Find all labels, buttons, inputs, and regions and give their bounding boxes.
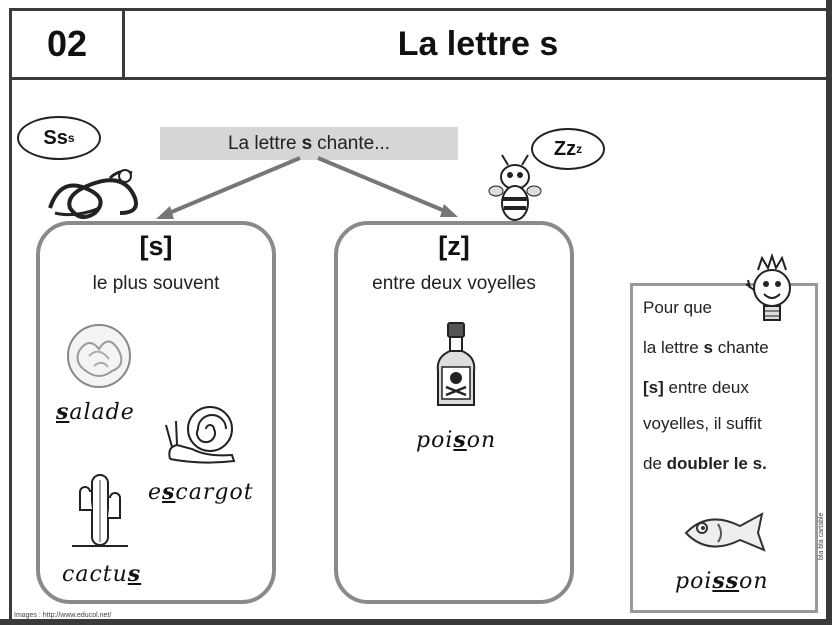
fish-icon bbox=[678, 508, 768, 558]
tip-line-5-key: doubler le s. bbox=[666, 454, 767, 473]
subtitle-suffix: chante... bbox=[317, 132, 391, 154]
tip-line-2-pre: la lettre bbox=[643, 338, 699, 357]
word-poison-key: s bbox=[453, 427, 467, 453]
sound-z-label: [z] bbox=[438, 231, 470, 261]
word-salade bbox=[56, 399, 135, 425]
word-escargot-key: s bbox=[162, 479, 176, 505]
word-poisson bbox=[675, 568, 769, 594]
tip-line-5-pre: de bbox=[643, 454, 662, 473]
word-poison-pre: poi bbox=[416, 428, 454, 453]
word-salade-rest: alade bbox=[69, 400, 135, 425]
word-escargot bbox=[148, 479, 254, 505]
tip-line-4: voyelles, il suffit bbox=[643, 414, 762, 433]
salad-icon bbox=[64, 321, 134, 391]
poison-bottle-icon bbox=[434, 321, 478, 411]
word-poisson-key: ss bbox=[712, 568, 740, 594]
word-poison bbox=[416, 427, 496, 453]
snail-icon bbox=[162, 397, 240, 467]
word-cactus bbox=[62, 561, 141, 587]
tip-line-3 bbox=[643, 378, 749, 398]
cactus-icon bbox=[70, 470, 130, 550]
images-credit: Images : http://www.educol.net/ bbox=[14, 612, 112, 619]
sound-z-rule: entre deux voyelles bbox=[372, 273, 536, 294]
bee-illustration bbox=[490, 155, 545, 223]
subtitle-prefix: La lettre bbox=[227, 132, 297, 154]
bee-bubble-small: z bbox=[576, 142, 583, 156]
side-credit: bla bla cartable bbox=[818, 512, 825, 560]
tip-box bbox=[630, 283, 818, 613]
word-poison-rest: on bbox=[466, 428, 497, 453]
tip-line-3-post: entre deux bbox=[668, 378, 749, 397]
sound-s-rule: le plus souvent bbox=[92, 273, 220, 294]
tip-line-5 bbox=[643, 454, 767, 474]
word-salade-key: s bbox=[56, 399, 70, 425]
box-sound-s bbox=[36, 221, 276, 604]
tip-line-2-key: s bbox=[703, 338, 713, 357]
snake-bubble-text: Ss bbox=[43, 126, 68, 149]
page-title: La lettre s bbox=[397, 24, 559, 63]
tip-line-3-key: [s] bbox=[643, 378, 664, 397]
bee-bubble-text: Zz bbox=[553, 137, 577, 160]
box-sound-z bbox=[334, 221, 574, 604]
snake-bubble-small: s bbox=[67, 131, 75, 145]
tip-line-2-post: chante bbox=[717, 338, 769, 357]
word-poisson-rest: on bbox=[739, 569, 769, 594]
sound-s-label: [s] bbox=[139, 231, 173, 261]
tip-line-1: Pour que bbox=[643, 298, 712, 317]
word-escargot-rest: cargot bbox=[175, 480, 254, 505]
word-cactus-pre: cactu bbox=[62, 562, 128, 587]
word-cactus-key: s bbox=[127, 561, 142, 587]
word-poisson-pre: poi bbox=[675, 569, 713, 594]
lesson-number: 02 bbox=[12, 11, 125, 77]
subtitle-letter: s bbox=[301, 132, 313, 154]
tip-line-2 bbox=[643, 338, 769, 358]
word-escargot-pre: e bbox=[148, 480, 163, 505]
lightbulb-icon bbox=[744, 256, 800, 332]
